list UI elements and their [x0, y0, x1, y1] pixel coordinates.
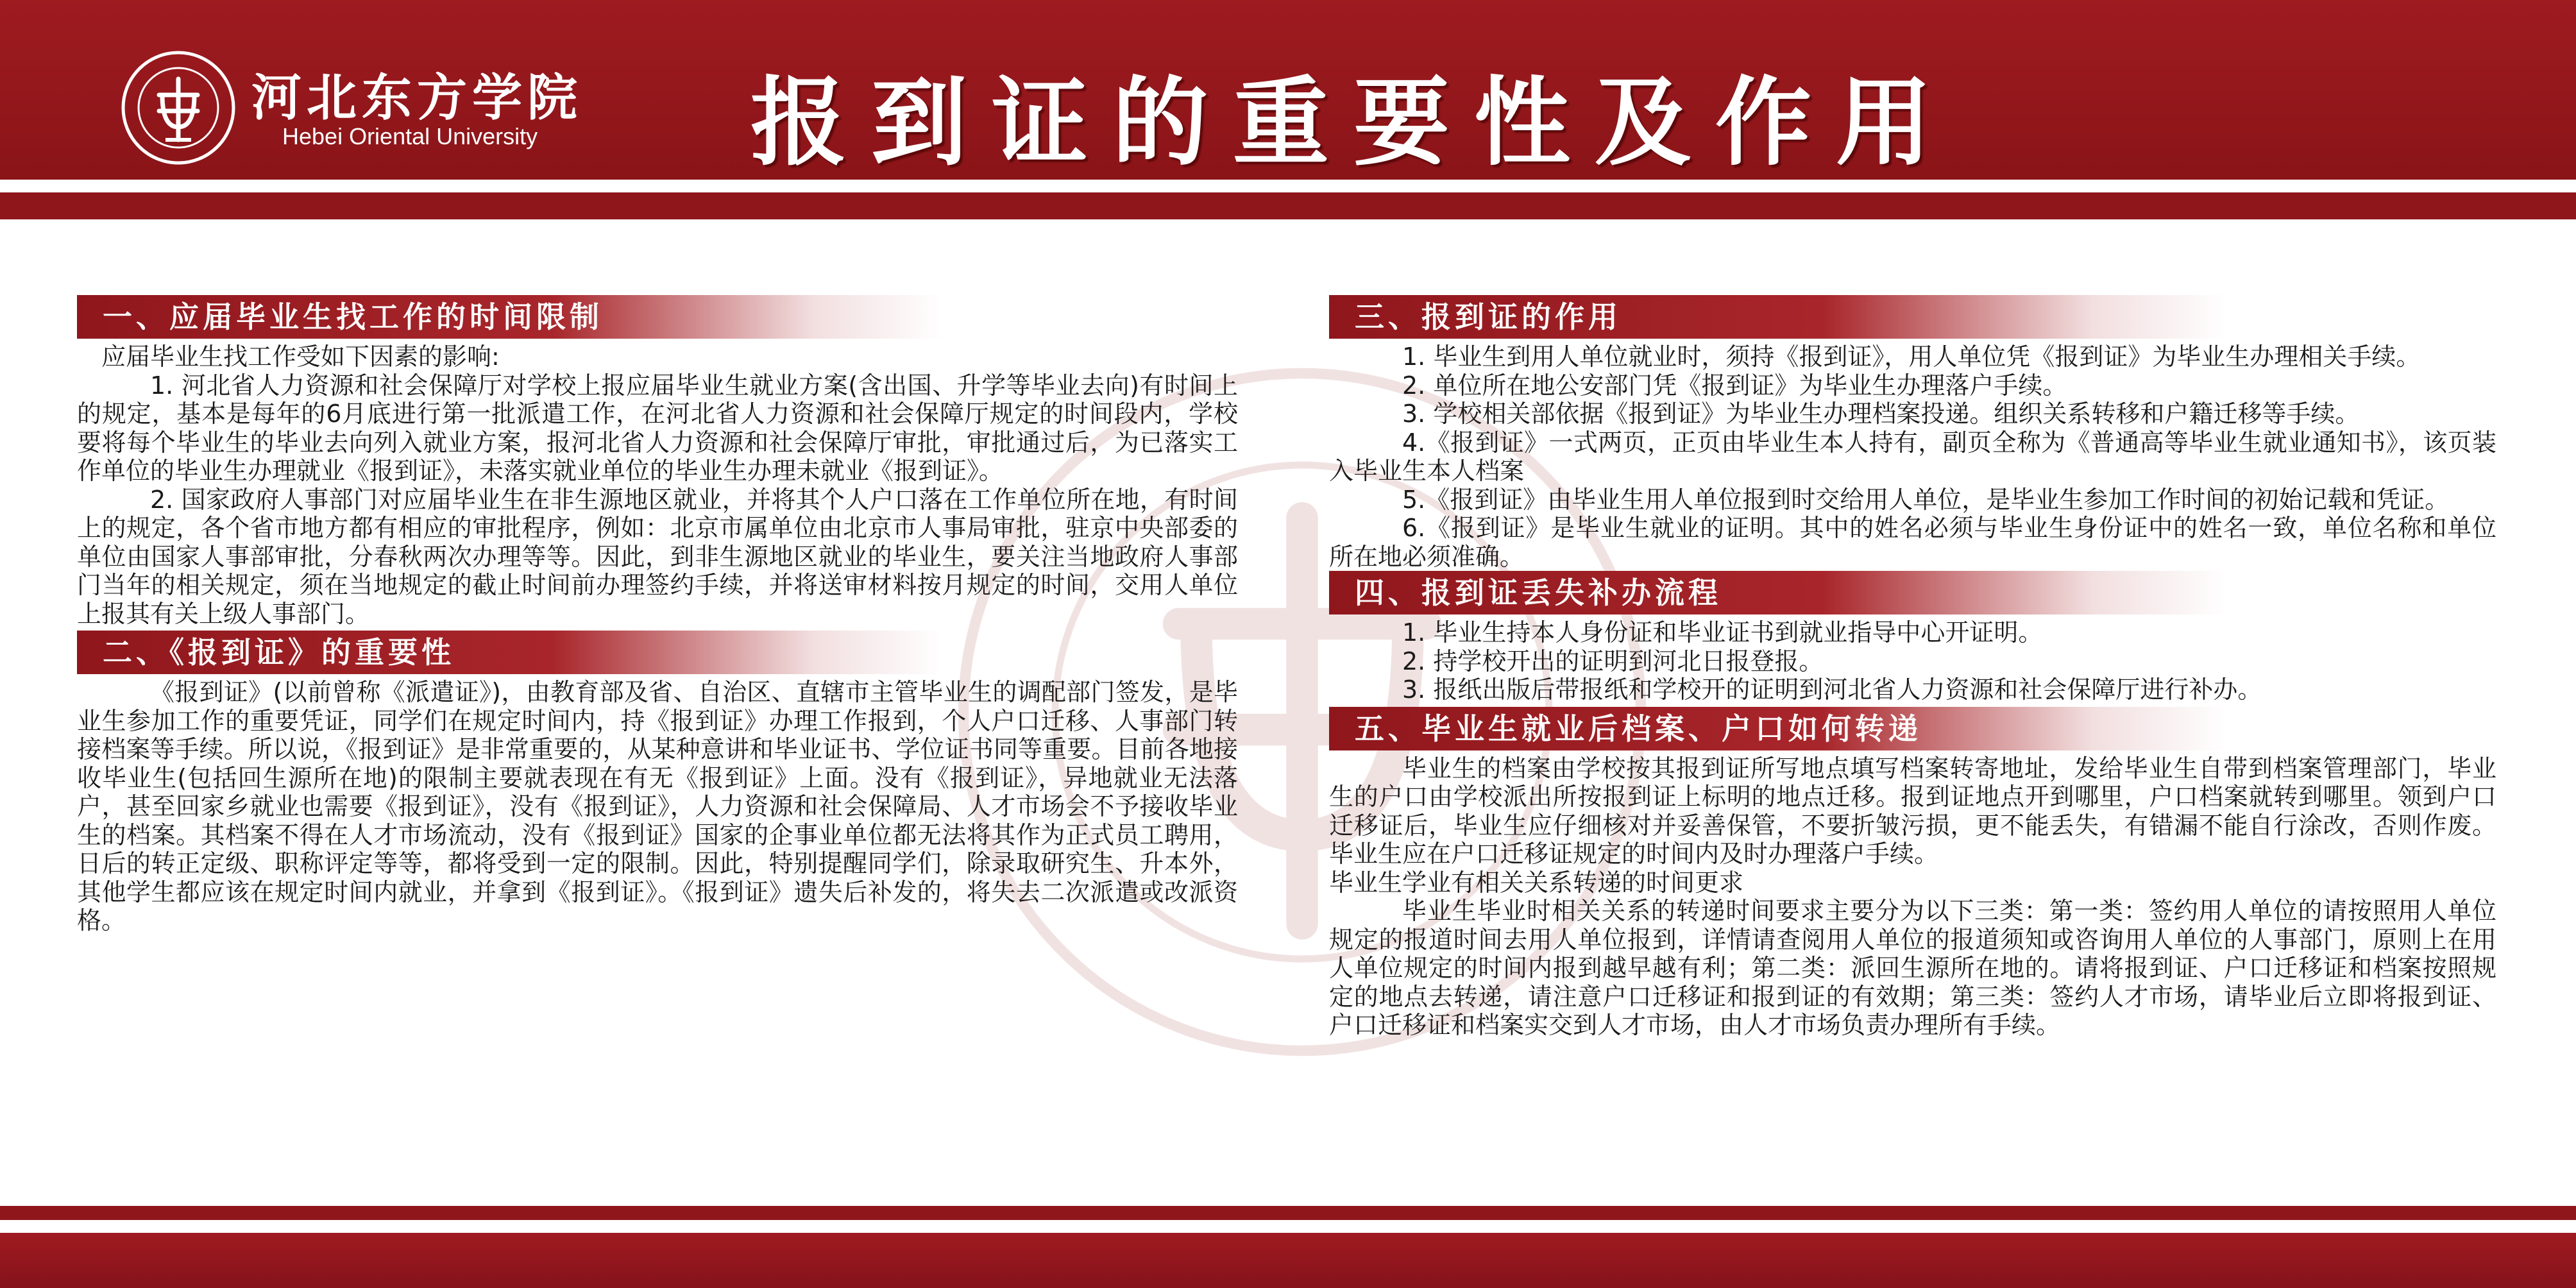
section-1-item-1: 1. 河北省人力资源和社会保障厅对学校上报应届毕业生就业方案(含出国、升学等毕业去向)有时间上的规定，基本是每年的6月底进行第一批派遣工作，在河北省人力资源和社会保障厅规定的时间段内，学校要将每个毕业生的毕业去向列入就业方案，报河北省人力资源和社会保障厅审批，审批通过后，为已落实工作单位的毕业生办理就业《报到证》，未落实就业单位的毕业生办理未就业《报到证》。	[77, 371, 1238, 485]
section-heading-1: 一、应届毕业生找工作的时间限制	[77, 295, 943, 339]
section-2-body: 《报到证》(以前曾称《派遣证》)，由教育部及省、自治区、直辖市主管毕业生的调配部门签发，是毕业生参加工作的重要凭证，同学们在规定时间内，持《报到证》办理工作报到，个人户口迁移、人事部门转接档案等手续。所以说，《报到证》是非常重要的，从某种意讲和毕业证书、学位证书同等重要。目前各地接收毕业生(包括回生源所在地)的限制主要就表现在有无《报到证》上面。没有《报到证》，异地就业无法落户，甚至回家乡就业也需要《报到证》，没有《报到证》，人力资源和社会保障局、人才市场会不予接收毕业生的档案。其档案不得在人才市场流动，没有《报到证》国家的企事业单位都无法将其作为正式员工聘用，日后的转正定级、职称评定等等，都将受到一定的限制。因此，特别提醒同学们，除录取研究生、升本外，其他学生都应该在规定时间内就业，并拿到《报到证》。《报到证》遗失后补发的，将失去二次派遣或改派资格。	[77, 678, 1238, 935]
section-heading-5: 五、毕业生就业后档案、户口如何转递	[1329, 707, 2227, 750]
section-1-intro: 应届毕业生找工作受如下因素的影响:	[101, 343, 500, 371]
section-3-item-6: 6.《报到证》是毕业生就业的证明。其中的姓名必须与毕业生身份证中的姓名一致，单位名称和单位所在地必须准确。	[1329, 514, 2496, 571]
school-name-en: Hebei Oriental University	[282, 123, 538, 149]
left-column	[77, 295, 1238, 935]
section-3-item-4: 4.《报到证》一式两页，正页由毕业生本人持有，副页全称为《普通高等毕业生就业通知书》，该页装入毕业生本人档案	[1329, 428, 2496, 485]
section-4-item-2: 2. 持学校开出的证明到河北日报登报。	[1402, 647, 1824, 675]
university-logo	[121, 50, 236, 165]
section-5-subheading: 毕业生学业有相关关系转递的时间更求	[1329, 868, 1744, 897]
page-title: 报到证的重要性及作用	[750, 66, 1957, 179]
section-3-item-2: 2. 单位所在地公安部门凭《报到证》为毕业生办理落户手续。	[1402, 371, 2067, 400]
section-4-item-1: 1. 毕业生持本人身份证和毕业证书到就业指导中心开证明。	[1402, 618, 2043, 647]
section-5-body-2: 毕业生毕业时相关关系的转递时间要求主要分为以下三类：第一类：签约用人单位的请按照用人单位规定的报道时间去用人单位报到，详情请查阅用人单位的报道须知或咨询用人单位的人事部门，原则上在用人单位规定的时间内报到越早越有利；第二类：派回生源所在地的。请将报到证、户口迁移证和档案按照规定的地点去转递，请注意户口迁移证和报到证的有效期；第三类：签约人才市场，请毕业后立即将报到证、户口迁移证和档案实交到人才市场，由人才市场负责办理所有手续。	[1329, 897, 2496, 1039]
section-heading-2: 二、《报到证》的重要性	[77, 631, 943, 674]
header-stripe	[0, 192, 2576, 219]
footer-band	[0, 1233, 2576, 1288]
school-name-cn: 河北东方学院	[251, 69, 583, 127]
section-3-item-3: 3. 学校相关部依据《报到证》为毕业生办理档案投递。组织关系转移和户籍迁移等手续。	[1402, 400, 2360, 428]
section-3-item-5: 5.《报到证》由毕业生用人单位报到时交给用人单位，是毕业生参加工作时间的初始记载和凭证。	[1402, 485, 2450, 514]
section-heading-3: 三、报到证的作用	[1329, 295, 2227, 339]
section-5-body-1: 毕业生的档案由学校按其报到证所写地点填写档案转寄地址，发给毕业生自带到档案管理部门，毕业生的户口由学校派出所按报到证上标明的地点迁移。报到证地点开到哪里，户口档案就转到哪里。领到户口迁移证后，毕业生应仔细核对并妥善保管，不要折皱污损，更不能丢失，有错漏不能自行涂改，否则作废。毕业生应在户口迁移证规定的时间内及时办理落户手续。	[1329, 754, 2496, 868]
section-3-item-1: 1. 毕业生到用人单位就业时，须持《报到证》，用人单位凭《报到证》为毕业生办理相关手续。	[1402, 343, 2421, 371]
section-heading-4: 四、报到证丢失补办流程	[1329, 571, 2227, 614]
section-4-item-3: 3. 报纸出版后带报纸和学校开的证明到河北省人力资源和社会保障厅进行补办。	[1402, 675, 2262, 704]
section-1-item-2: 2. 国家政府人事部门对应届毕业生在非生源地区就业，并将其个人户口落在工作单位所在地，有时间上的规定，各个省市地方都有相应的审批程序，例如：北京市属单位由北京市人事局审批，驻京中央部委的单位由国家人事部审批，分春秋两次办理等等。因此，到非生源地区就业的毕业生，要关注当地政府人事部门当年的相关规定，须在当地规定的截止时间前办理签约手续，并将送审材料按月规定的时间，交用人单位上报其有关上级人事部门。	[77, 485, 1238, 628]
footer-stripe	[0, 1206, 2576, 1220]
right-column	[1329, 295, 2496, 1040]
